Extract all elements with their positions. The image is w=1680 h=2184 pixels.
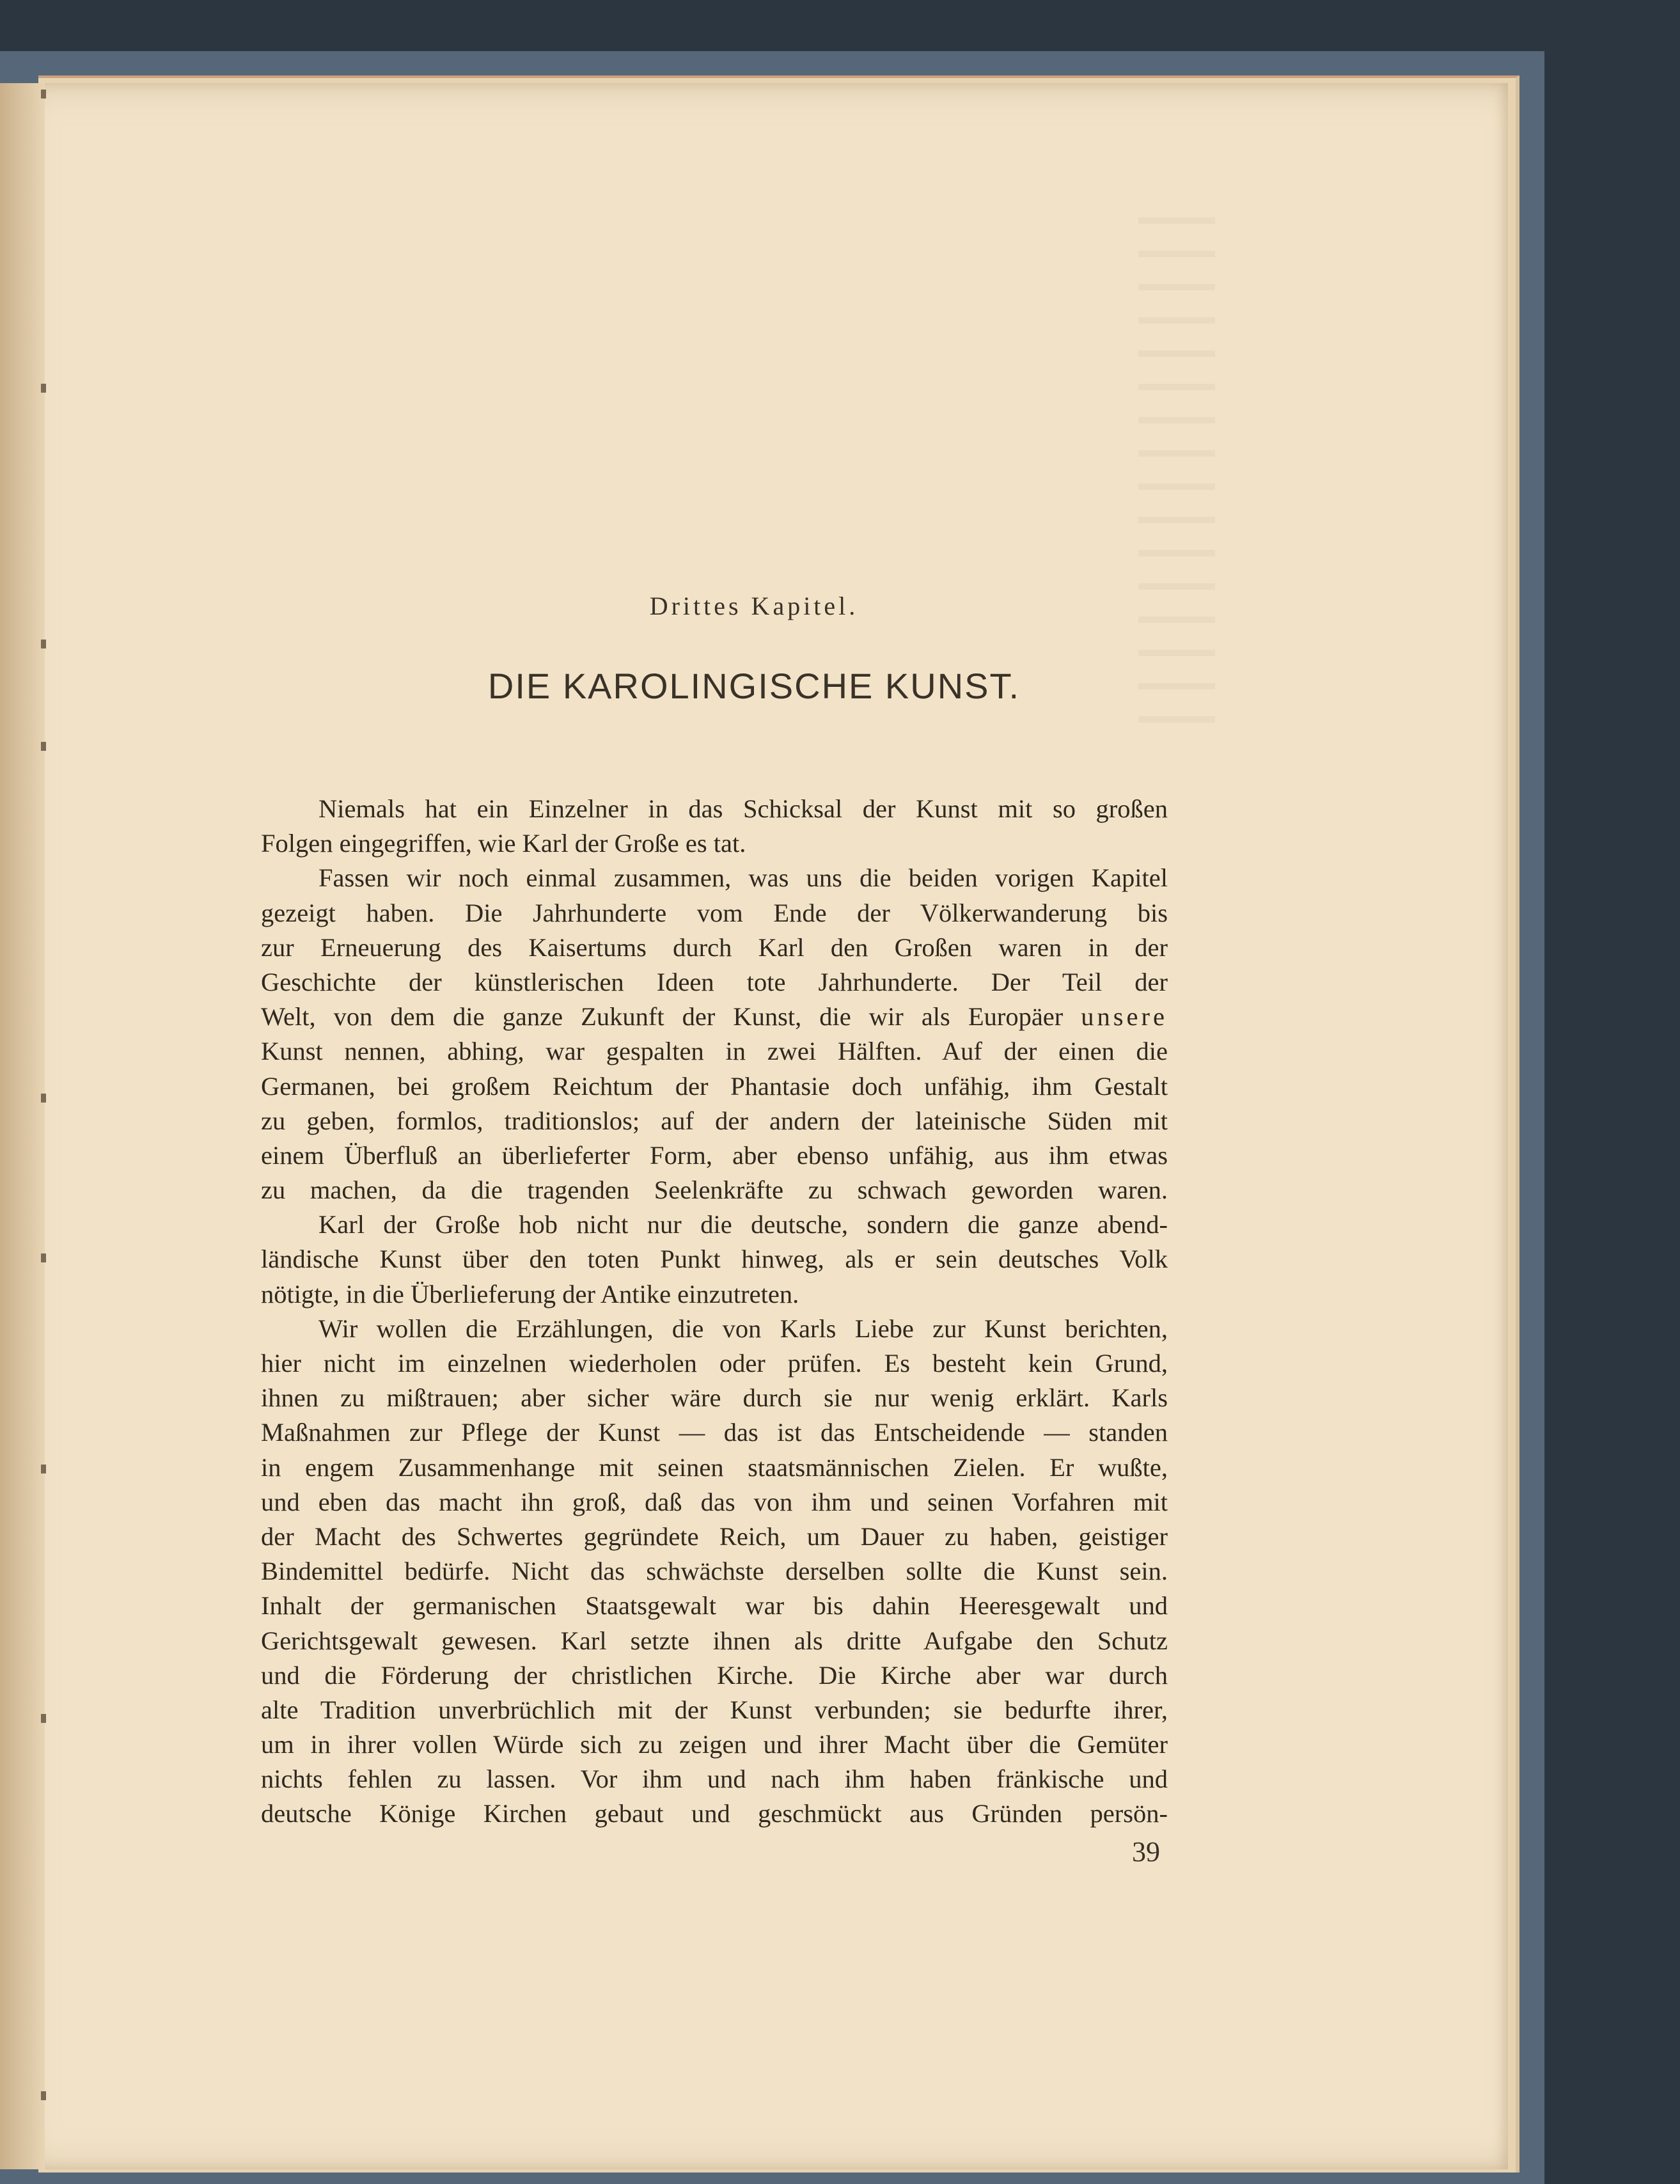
text-line <box>261 1624 1168 1658</box>
text-line <box>261 1520 1168 1554</box>
text-line <box>261 1762 1168 1796</box>
binding-thread-mark <box>41 1465 46 1473</box>
text-line-content: Karl der Große hob nicht nur die deutsche, sondern die ganze abend- <box>318 1210 1168 1239</box>
text-line <box>261 826 1168 861</box>
text-line-content: Maßnahmen zur Pflege der Kunst — das ist das Entscheidende — standen <box>261 1418 1168 1447</box>
text-line-content: der Macht des Schwertes gegründete Reich, um Dauer zu haben, geistiger <box>261 1521 1168 1551</box>
chapter-label: Drittes Kapitel. <box>649 592 859 620</box>
page-gutter <box>0 83 45 2169</box>
text-line <box>261 792 1168 826</box>
text-line-content: Fassen wir noch einmal zusammen, was uns die beiden vorigen Kapitel <box>318 863 1168 893</box>
text-line <box>261 931 1168 965</box>
text-line-content: und eben das macht ihn groß, daß das von ihm und seinen Vorfahren mit <box>261 1487 1168 1516</box>
binding-thread-mark <box>41 1094 46 1103</box>
text-line <box>261 1173 1168 1207</box>
text-line-content: Welt, von dem die ganze Zukunft der Kunst, die wir als Europäer <box>261 1002 1064 1032</box>
text-line-content: einem Überfluß an überlieferter Form, aber ebenso unfähig, aus ihm etwas <box>261 1140 1168 1170</box>
text-line-content: Kunst nennen, abhing, war gespalten in zwei Hälften. Auf der einen die <box>261 1037 1168 1066</box>
text-line-content: Niemals hat ein Einzelner in das Schicksal der Kunst mit so großen <box>318 794 1168 823</box>
text-line <box>261 965 1168 1000</box>
binding-thread-mark <box>41 1714 46 1723</box>
text-line <box>261 1485 1168 1520</box>
text-line <box>261 861 1168 895</box>
text-line <box>261 1658 1168 1693</box>
text-line-content: Wir wollen die Erzählungen, die von Karls Liebe zur Kunst berichten, <box>318 1314 1168 1343</box>
text-line-content: ländische Kunst über den toten Punkt hinweg, als er sein deutsches Volk <box>261 1245 1168 1274</box>
text-line-content: in engem Zusammenhange mit seinen staatsmännischen Zielen. Er wußte, <box>261 1452 1168 1482</box>
text-line-content: alte Tradition unverbrüchlich mit der Kunst verbunden; sie bedurfte ihrer, <box>261 1695 1168 1724</box>
text-line <box>261 1000 1168 1034</box>
body-text <box>261 792 1168 1832</box>
text-line <box>261 1034 1168 1069</box>
text-line <box>261 1346 1168 1381</box>
binding-thread-mark <box>41 640 46 648</box>
text-line-content: Gerichtsgewalt gewesen. Karl setzte ihnen als dritte Aufgabe den Schutz <box>261 1626 1168 1655</box>
text-line-content: nötigte, in die Überlieferung der Antike einzutreten. <box>261 1279 799 1308</box>
text-line-content: Folgen eingegriffen, wie Karl der Große es tat. <box>261 829 746 858</box>
text-line-content: und die Förderung der christlichen Kirche. Die Kirche aber war durch <box>261 1660 1168 1690</box>
binding-thread-mark <box>41 384 46 393</box>
text-line <box>261 1277 1168 1312</box>
text-line-content: zur Erneuerung des Kaisertums durch Karl den Großen waren in der <box>261 932 1168 962</box>
text-line-content: um in ihrer vollen Würde sich zu zeigen und ihrer Macht über die Gemüter <box>261 1730 1168 1759</box>
text-line <box>261 1069 1168 1104</box>
text-line <box>261 1104 1168 1138</box>
text-line-content: Inhalt der germanischen Staatsgewalt war bis dahin Heeresgewalt und <box>261 1591 1168 1621</box>
text-line-content: zu geben, formlos, traditionslos; auf der andern der lateinische Süden mit <box>261 1106 1168 1135</box>
binding-thread-mark <box>41 742 46 751</box>
text-line <box>261 1312 1168 1346</box>
text-line-content: Bindemittel bedürfe. Nicht das schwächste derselben sollte die Kunst sein. <box>261 1557 1168 1586</box>
text-line <box>261 1450 1168 1485</box>
text-line <box>261 1796 1168 1831</box>
text-line <box>261 1693 1168 1727</box>
text-line-content: nichts fehlen zu lassen. Vor ihm und nach ihm haben fränkische und <box>261 1764 1168 1794</box>
text-line <box>261 1727 1168 1762</box>
text-line-content: hier nicht im einzelnen wiederholen oder prüfen. Es besteht kein Grund, <box>261 1349 1168 1378</box>
show-through-text <box>1138 217 1215 742</box>
page-number: 39 <box>1132 1836 1160 1867</box>
chapter-title: DIE KAROLINGISCHE KUNST. <box>487 666 1021 706</box>
binding-thread-mark <box>41 1253 46 1262</box>
text-line-content: gezeigt haben. Die Jahrhunderte vom Ende der Völkerwanderung bis <box>261 898 1168 927</box>
text-line-content: Geschichte der künstlerischen Ideen tote Jahrhunderte. Der Teil der <box>261 967 1168 996</box>
text-line <box>261 1138 1168 1173</box>
text-line <box>261 1242 1168 1277</box>
text-line <box>261 1381 1168 1415</box>
text-line-content: Germanen, bei großem Reichtum der Phantasie doch unfähig, ihm Gestalt <box>261 1071 1168 1101</box>
binding-thread-mark <box>41 2091 46 2100</box>
text-line-content: deutsche Könige Kirchen gebaut und geschmückt aus Gründen persön- <box>261 1799 1168 1828</box>
text-line-content: zu machen, da die tragenden Seelenkräfte zu schwach geworden waren. <box>261 1175 1168 1205</box>
text-line <box>261 1589 1168 1623</box>
emphasized-word: unsere <box>1081 1002 1168 1032</box>
text-line-content: ihnen zu mißtrauen; aber sicher wäre durch sie nur wenig erklärt. Karls <box>261 1383 1168 1413</box>
text-line <box>261 1415 1168 1450</box>
text-line <box>261 1207 1168 1242</box>
text-line <box>261 896 1168 931</box>
binding-thread-mark <box>41 90 46 98</box>
text-line <box>261 1554 1168 1589</box>
